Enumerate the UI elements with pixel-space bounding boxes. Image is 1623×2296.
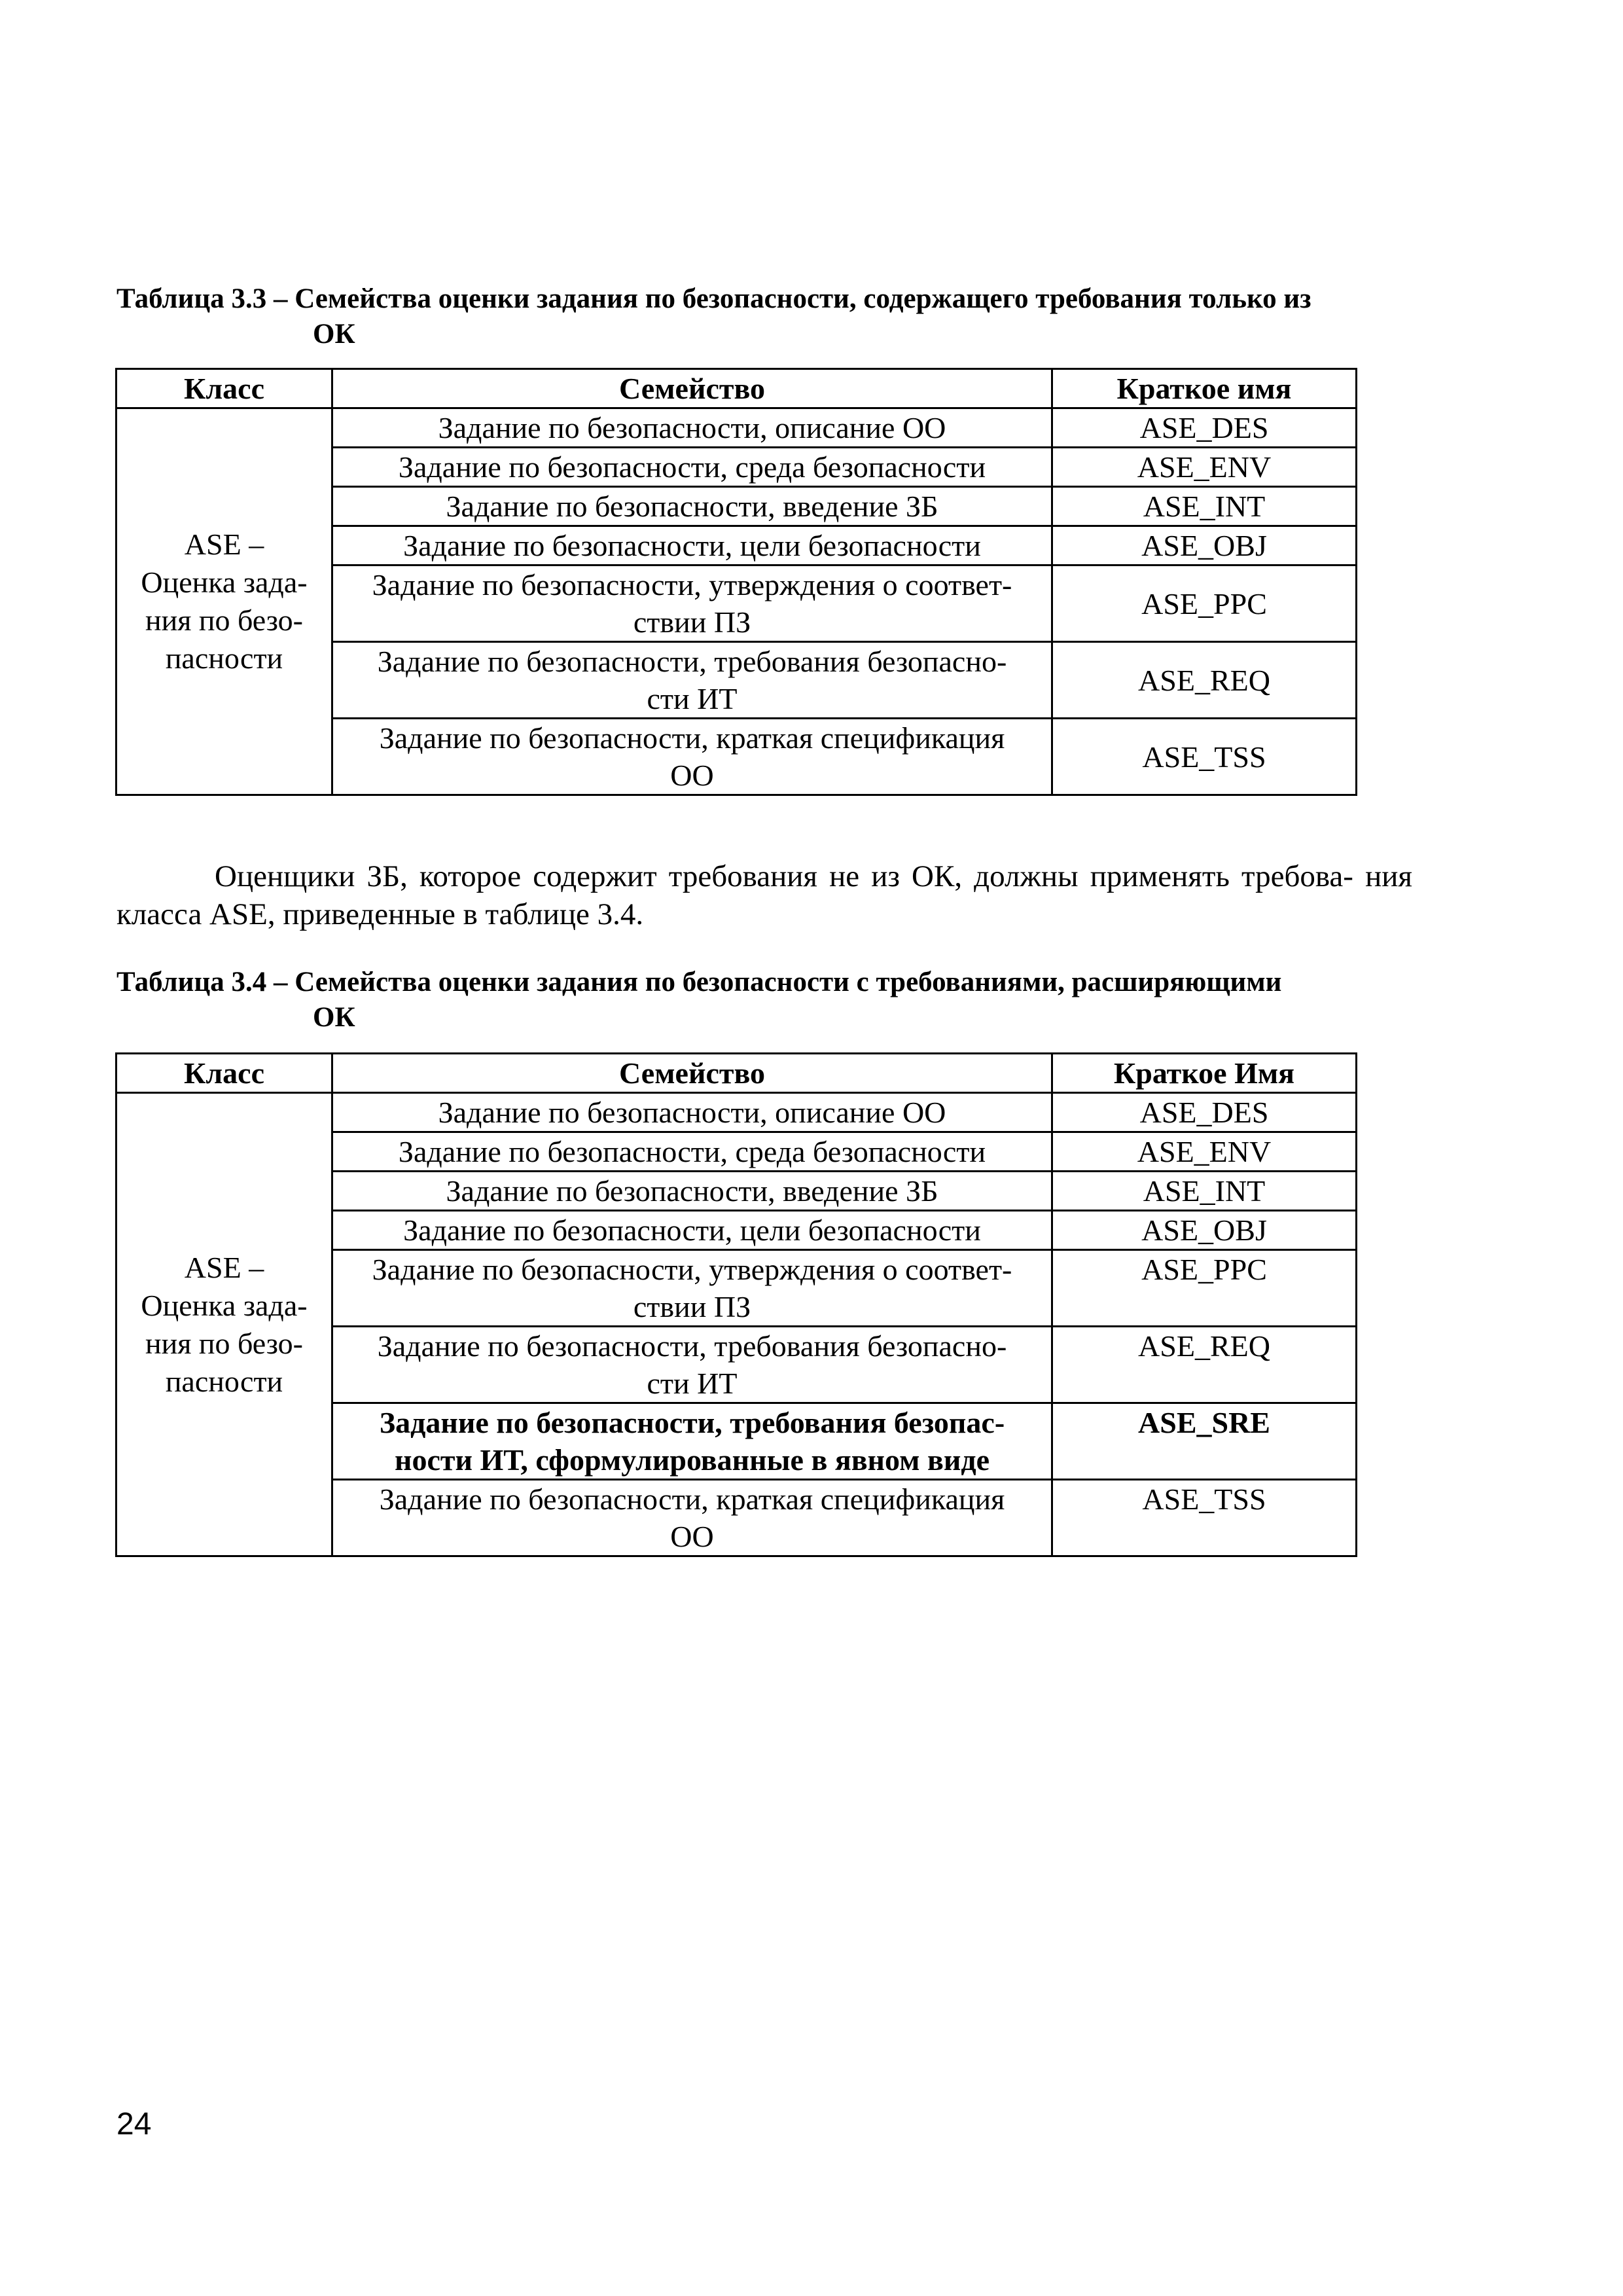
family-cell: Задание по безопасности, цели безопасности — [332, 526, 1052, 565]
class-label-line: Оценка зада- — [141, 565, 308, 599]
caption-continuation: ОК — [313, 1002, 355, 1033]
class-label-line: Оценка зада- — [141, 1288, 308, 1322]
code-cell: ASE_ENV — [1052, 1132, 1357, 1172]
family-line: сти ИТ — [647, 682, 738, 715]
code-cell: ASE_DES — [1052, 408, 1357, 448]
family-line: Задание по безопасности, утверждения о соответ- — [372, 568, 1012, 601]
family-line: сти ИТ — [647, 1367, 738, 1400]
family-cell: Задание по безопасности, описание ОО — [332, 408, 1052, 448]
family-line: ствии ПЗ — [633, 605, 751, 639]
header-class: Класс — [116, 369, 332, 408]
header-family: Семейство — [332, 369, 1052, 408]
family-cell: Задание по безопасности, описание ОО — [332, 1093, 1052, 1132]
header-family: Семейство — [332, 1054, 1052, 1093]
family-cell: Задание по безопасности, цели безопасности — [332, 1211, 1052, 1250]
code-cell: ASE_INT — [1052, 487, 1357, 526]
family-line: ОО — [670, 1520, 714, 1553]
table-row — [116, 408, 1357, 448]
caption-text: Семейства оценки задания по безопасности, содержащего требования только из — [294, 283, 1311, 314]
class-label-line: ASE – — [184, 1250, 264, 1284]
code-cell: ASE_PPC — [1052, 565, 1357, 642]
caption-number: Таблица 3.3 – — [116, 283, 288, 314]
caption-continuation: ОК — [313, 319, 355, 350]
family-line: ОО — [670, 759, 714, 792]
family-cell — [332, 1403, 1052, 1480]
family-line: Задание по безопасности, требования безопасно- — [377, 645, 1007, 678]
caption-number: Таблица 3.4 – — [116, 967, 288, 997]
family-line: ствии ПЗ — [633, 1290, 751, 1323]
family-line: Задание по безопасности, утверждения о соответ- — [372, 1253, 1012, 1286]
class-cell — [116, 408, 332, 795]
code-cell: ASE_REQ — [1052, 642, 1357, 719]
family-cell: Задание по безопасности, среда безопасности — [332, 448, 1052, 487]
code-cell: ASE_REQ — [1052, 1327, 1357, 1403]
table-3-3-caption — [116, 281, 1412, 352]
table-3-4 — [115, 1052, 1357, 1557]
class-label-line: ния по безо- — [145, 1326, 303, 1360]
family-cell — [332, 719, 1052, 795]
header-short-name: Краткое имя — [1052, 369, 1357, 408]
class-cell — [116, 1093, 332, 1556]
paragraph-line-1: Оценщики ЗБ, которое содержит требования не из ОК, должны применять требова- — [215, 859, 1353, 893]
code-cell: ASE_DES — [1052, 1093, 1357, 1132]
family-cell: Задание по безопасности, среда безопасности — [332, 1132, 1052, 1172]
caption-text: Семейства оценки задания по безопасности с требованиями, расширяющими — [294, 967, 1282, 997]
family-line: Задание по безопасности, краткая спецификация — [379, 721, 1005, 755]
family-cell: Задание по безопасности, введение ЗБ — [332, 487, 1052, 526]
family-cell — [332, 1250, 1052, 1327]
table-3-4-caption — [116, 965, 1412, 1035]
code-cell: ASE_TSS — [1052, 1480, 1357, 1556]
family-cell — [332, 565, 1052, 642]
page-number: 24 — [116, 2107, 152, 2142]
class-label-line: пасности — [165, 641, 283, 675]
family-line: Задание по безопасности, требования безопасно- — [377, 1329, 1007, 1363]
code-cell: ASE_ENV — [1052, 448, 1357, 487]
family-cell — [332, 642, 1052, 719]
family-line: Задание по безопасности, краткая спецификация — [379, 1482, 1005, 1516]
code-cell: ASE_TSS — [1052, 719, 1357, 795]
class-label-line: пасности — [165, 1364, 283, 1398]
code-cell: ASE_PPC — [1052, 1250, 1357, 1327]
family-line: ности ИТ, сформулированные в явном виде — [394, 1443, 990, 1477]
code-cell: ASE_SRE — [1052, 1403, 1357, 1480]
code-cell: ASE_OBJ — [1052, 1211, 1357, 1250]
family-cell — [332, 1327, 1052, 1403]
class-label-line: ния по безо- — [145, 603, 303, 637]
family-cell: Задание по безопасности, введение ЗБ — [332, 1172, 1052, 1211]
header-class: Класс — [116, 1054, 332, 1093]
family-line: Задание по безопасности, требования безопас- — [379, 1406, 1005, 1439]
table-header-row — [116, 1054, 1357, 1093]
class-label-line: ASE – — [184, 528, 264, 561]
table-3-3 — [115, 368, 1357, 796]
table-header-row — [116, 369, 1357, 408]
paragraph-line-2: ния класса ASE, приведенные в таблице 3.4. — [116, 859, 1412, 931]
code-cell: ASE_INT — [1052, 1172, 1357, 1211]
family-cell — [332, 1480, 1052, 1556]
body-paragraph — [116, 857, 1412, 933]
header-short-name: Краткое Имя — [1052, 1054, 1357, 1093]
table-row — [116, 1093, 1357, 1132]
code-cell: ASE_OBJ — [1052, 526, 1357, 565]
